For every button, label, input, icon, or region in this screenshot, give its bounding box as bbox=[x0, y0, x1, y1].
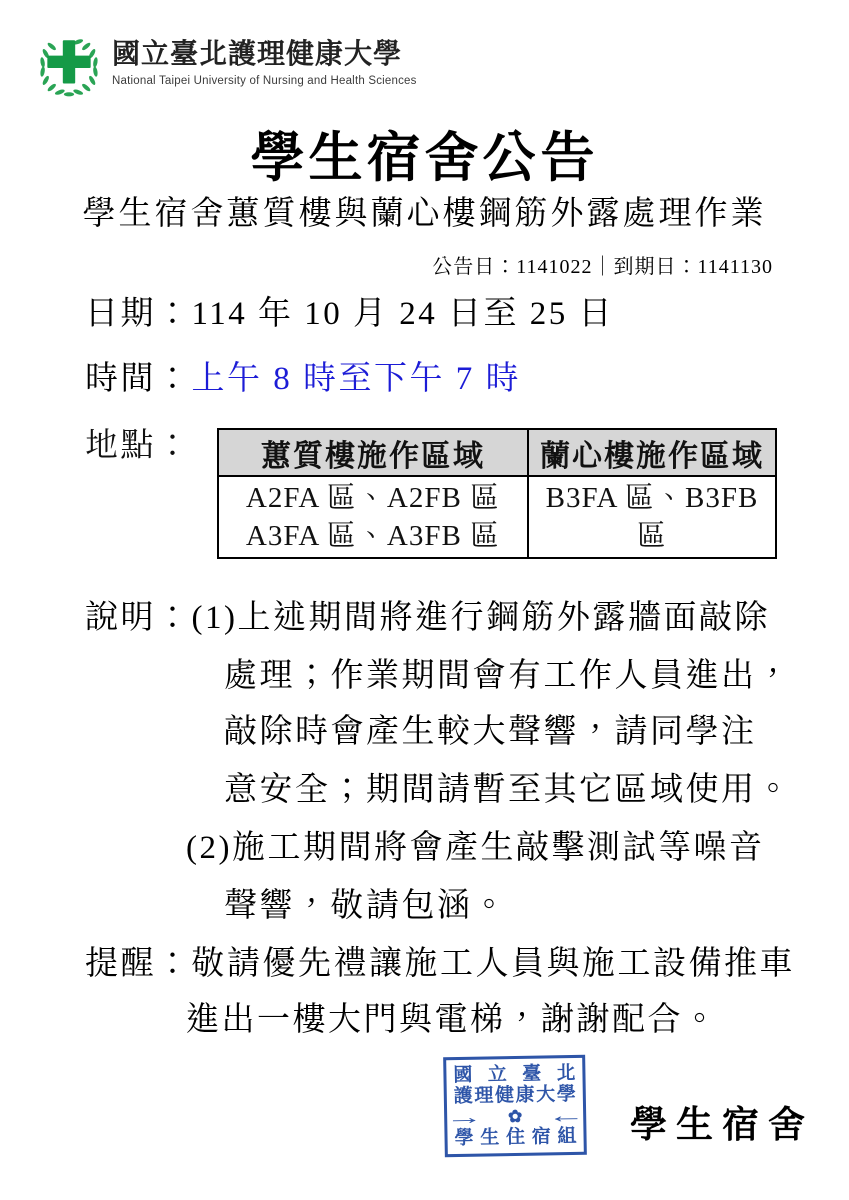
expire-date-label: 到期日： bbox=[613, 256, 698, 278]
stamp-emblem-row bbox=[445, 1104, 586, 1129]
reminder-text-1: 敬請優先禮讓施工人員與施工設備推車 bbox=[191, 946, 795, 982]
signature-student-dormitory: 學生宿舍 bbox=[630, 1105, 814, 1146]
location-label: 地點： bbox=[85, 428, 192, 464]
announcement-title: 學生宿舍公告 bbox=[250, 128, 599, 188]
dates-divider: ｜ bbox=[592, 256, 614, 278]
explanation-line-4: 意安全；期間請暫至其它區域使用。 bbox=[224, 772, 792, 808]
expire-date-value: 1141130 bbox=[697, 256, 773, 278]
date-line bbox=[85, 292, 614, 336]
date-label: 日期： bbox=[85, 296, 192, 332]
announcement-dates bbox=[432, 250, 773, 279]
explanation-item1-marker: (1) bbox=[191, 600, 238, 636]
lan-sin-areas-line-1: B3FA 區、B3FB 區 bbox=[545, 482, 759, 552]
announce-date-label: 公告日： bbox=[432, 256, 517, 278]
reminder-line-2: 進出一樓大門與電梯，謝謝配合。 bbox=[186, 1002, 719, 1038]
university-logo bbox=[36, 34, 417, 100]
university-name-zh: 國立臺北護理健康大學 bbox=[112, 39, 403, 70]
announce-date-value: 1141022 bbox=[516, 256, 593, 278]
work-area-table bbox=[217, 428, 777, 559]
explanation-label: 說明： bbox=[85, 600, 192, 636]
table-header-lan-sin: 蘭心樓施作區域 bbox=[528, 429, 776, 476]
stamp-right-arrow-icon: → bbox=[445, 1106, 484, 1129]
university-name-block bbox=[112, 38, 417, 87]
explanation-item2-text-1: 施工期間將會產生敲擊測試等噪音 bbox=[231, 830, 765, 866]
huei-jhih-areas-line-1: A2FA 區、A2FB 區 bbox=[245, 482, 501, 514]
explanation-line-3: 敲除時會產生較大聲響，請同學注 bbox=[224, 714, 757, 750]
stamp-row-4: 學生住宿組 bbox=[454, 1125, 577, 1150]
explanation-line-2: 處理；作業期間會有工作人員進出， bbox=[224, 658, 792, 694]
location-section bbox=[85, 422, 777, 559]
date-value: 114 年 10 月 24 日至 25 日 bbox=[191, 296, 615, 332]
reminder-label: 提醒： bbox=[85, 946, 192, 982]
table-body-row bbox=[218, 476, 776, 558]
university-crest-icon bbox=[36, 34, 102, 100]
time-label: 時間： bbox=[85, 361, 192, 397]
explanation-line-6: 聲響，敬請包涵。 bbox=[224, 888, 508, 924]
announcement-subtitle: 學生宿舍蕙質樓與蘭心樓鋼筋外露處理作業 bbox=[82, 196, 767, 232]
table-cell-lan-sin-areas bbox=[528, 476, 776, 558]
table-header-row bbox=[218, 429, 776, 476]
time-line bbox=[85, 357, 521, 401]
stamp-flower-icon: ✿ bbox=[507, 1106, 523, 1126]
reminder-line-1 bbox=[85, 942, 795, 986]
stamp-row-2: 護理健康大學 bbox=[453, 1083, 576, 1108]
table-cell-huei-jhih-areas bbox=[218, 476, 528, 558]
huei-jhih-areas-line-2: A3FA 區、A3FB 區 bbox=[245, 520, 501, 552]
office-stamp bbox=[443, 1055, 587, 1157]
explanation-line-1 bbox=[85, 596, 770, 640]
explanation-line-5 bbox=[186, 826, 764, 870]
explanation-item2-marker: (2) bbox=[186, 830, 232, 866]
stamp-left-arrow-icon: ← bbox=[546, 1104, 586, 1127]
explanation-item1-text-1: 上述期間將進行鋼筋外露牆面敲除 bbox=[237, 600, 770, 636]
stamp-row-1: 國立臺北 bbox=[453, 1062, 576, 1087]
university-name-en: National Taipei University of Nursing and Health Sciences bbox=[112, 75, 417, 87]
time-value: 上午 8 時至下午 7 時 bbox=[191, 361, 521, 397]
table-header-huei-jhih: 蕙質樓施作區域 bbox=[218, 429, 528, 476]
